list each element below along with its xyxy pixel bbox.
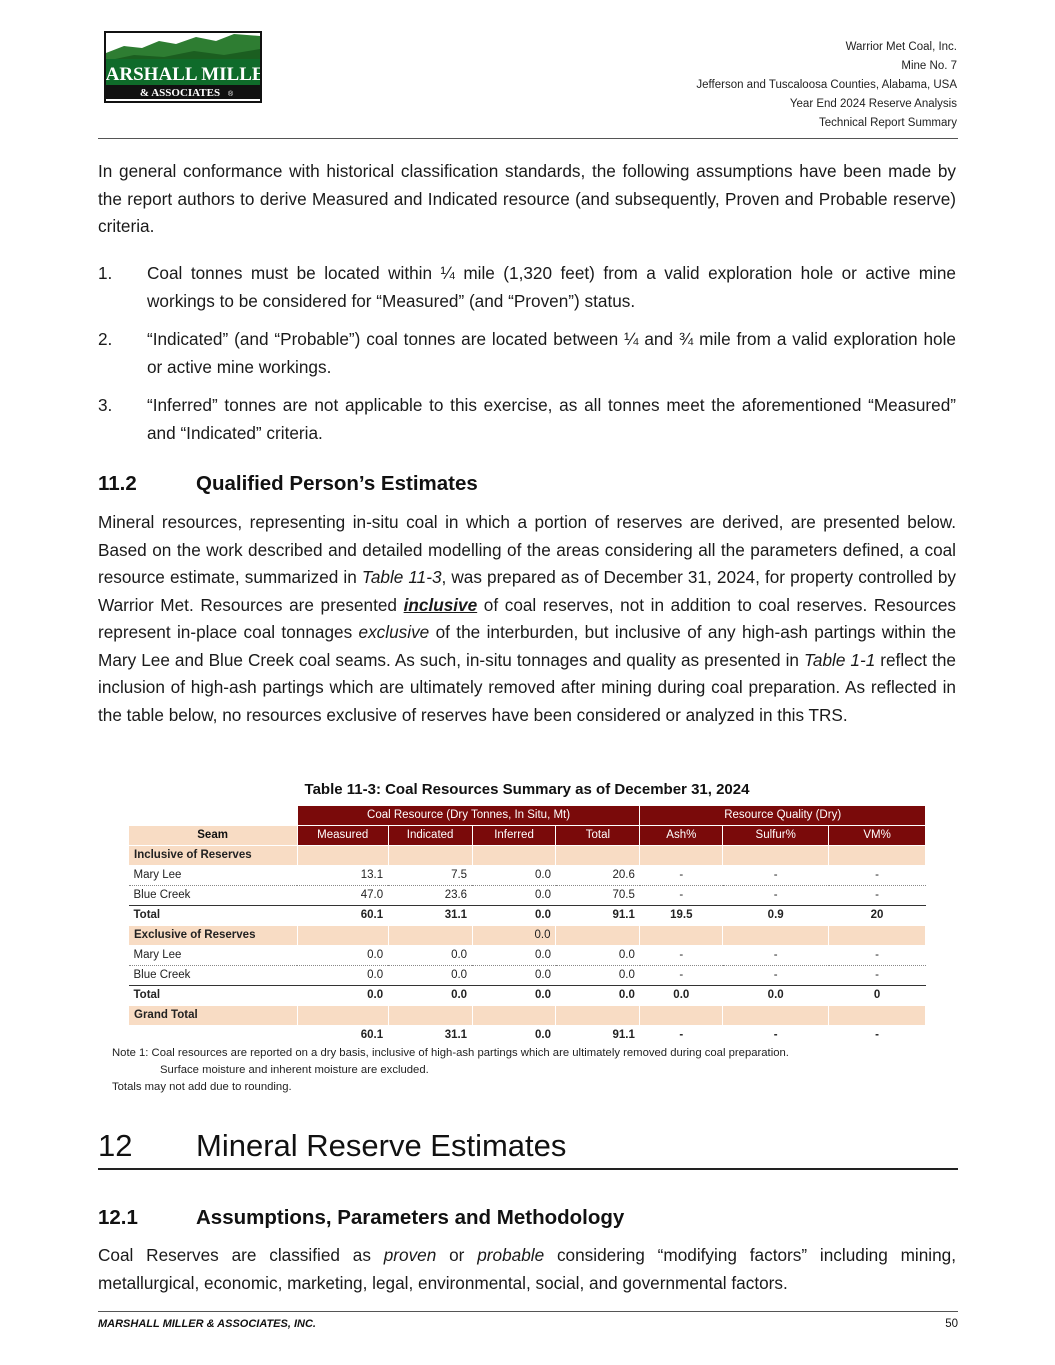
category-label: Grand Total <box>129 1006 298 1026</box>
column-header-ash: Ash% <box>640 826 723 846</box>
cell-ash: - <box>640 886 723 906</box>
total-row <box>129 906 926 926</box>
cell-sulfur: - <box>723 966 829 986</box>
report-header <box>696 38 957 133</box>
cell-ash: - <box>679 1029 684 1041</box>
text-run: , was prepared as of December 31, 2024, for property controlled by Warrior Met. Resources are presented <box>98 567 956 615</box>
column-header-vm: VM% <box>829 826 926 846</box>
table-note-1-cont: Surface moisture and inherent moisture are excluded. <box>160 1064 429 1076</box>
cell-inferred: 0.0 <box>472 986 556 1006</box>
cell-total: 20.6 <box>556 866 640 886</box>
cell-ash: - <box>640 866 723 886</box>
text-run: reflect the inclusion of high-ash partings which are ultimately removed after mining during coal preparation. As reflected in the table below, no resources exclusive of reserves have been considered or analyzed in this TRS. <box>98 649 956 725</box>
criteria-list <box>98 260 956 458</box>
cell-sulfur: 0.9 <box>723 906 829 926</box>
cell-total: 0.0 <box>556 966 640 986</box>
cell-seam: Total <box>129 906 298 926</box>
text-run: of the interburden, but inclusive of any high-ash partings within the Mary Lee and Blue Creek coal seams. As such, in-situ tonnages and quality as presented in <box>98 622 957 670</box>
group-header-resource: Coal Resource (Dry Tonnes, In Situ, Mt) <box>297 806 640 826</box>
column-header-seam: Seam <box>129 826 298 846</box>
cell-total: 0.0 <box>556 946 640 966</box>
criteria-text: “Indicated” (and “Probable”) coal tonnes are located between ¼ and ¾ mile from a valid exploration hole or active mine workings. <box>147 329 956 377</box>
emphasis-inclusive: inclusive <box>403 594 478 615</box>
cell-inferred: 0.0 <box>472 946 556 966</box>
group-header-quality: Resource Quality (Dry) <box>640 806 926 826</box>
table-row <box>129 866 926 886</box>
cell-vm: - <box>829 966 926 986</box>
cell-inferred: 0.0 <box>472 886 556 906</box>
header-report-type: Technical Report Summary <box>818 117 957 129</box>
intro-paragraph: In general conformance with historical classification standards, the following assumptions have been made by the report authors to derive Measured and Indicated resource (and subsequently, Proven and Probable reserve) criteria. <box>98 161 956 236</box>
header-analysis: Year End 2024 Reserve Analysis <box>789 98 957 110</box>
cell-measured: 0.0 <box>297 946 388 966</box>
cell-ash: 0.0 <box>640 986 723 1006</box>
cell-inferred: 0.0 <box>472 966 556 986</box>
header-mine: Mine No. 7 <box>901 60 957 72</box>
cell-inferred: 0.0 <box>534 1029 551 1041</box>
cell-vm: - <box>875 1029 879 1041</box>
table-row <box>129 886 926 906</box>
cell-measured: 60.1 <box>297 906 388 926</box>
reserves-paragraph <box>98 1242 956 1297</box>
table-row <box>129 946 926 966</box>
column-header-total: Total <box>556 826 640 846</box>
grand-total-row <box>129 1026 926 1046</box>
page-number: 50 <box>945 1318 958 1330</box>
text-run: Mineral resources, representing in-situ coal in which a portion of reserves are derived, are presented below. Based on the work described and detailed modelling of the areas considering all the parameters defined, a coal resource estimate, summarized in <box>98 512 956 587</box>
section-title: Mineral Reserve Estimates <box>196 1128 567 1163</box>
category-row-grand-total <box>129 1006 926 1026</box>
cell-measured: 0.0 <box>297 966 388 986</box>
text-run: Coal Reserves are classified as <box>98 1245 384 1265</box>
cell-seam: Total <box>129 986 298 1006</box>
cell-sulfur: - <box>723 946 829 966</box>
cell-total: 91.1 <box>612 1029 635 1041</box>
logo-line1: MARSHALL MILLER <box>87 64 279 85</box>
cell-ash: - <box>640 946 723 966</box>
section-12-1-heading <box>98 1206 624 1230</box>
column-header-indicated: Indicated <box>388 826 472 846</box>
cell-total: 0.0 <box>556 986 640 1006</box>
cell-indicated: 0.0 <box>388 986 472 1006</box>
section-number: 12.1 <box>98 1206 138 1229</box>
cell-measured: 13.1 <box>297 866 388 886</box>
marshall-miller-logo <box>87 31 279 103</box>
column-header-sulfur: Sulfur% <box>723 826 829 846</box>
cell-seam <box>129 1026 298 1046</box>
logo-registered: ® <box>228 91 234 98</box>
cell-indicated: 23.6 <box>388 886 472 906</box>
header-divider <box>98 138 958 139</box>
footer-divider <box>98 1311 958 1312</box>
table-reference: Table 11-3 <box>361 567 442 587</box>
table-row <box>129 966 926 986</box>
column-header-measured: Measured <box>297 826 388 846</box>
cell-indicated: 31.1 <box>444 1029 468 1041</box>
cell-vm: - <box>829 886 926 906</box>
criteria-item <box>98 392 956 447</box>
section-12-heading <box>98 1128 958 1170</box>
cell-inferred: 0.0 <box>472 866 556 886</box>
table-note-1: Note 1: Coal resources are reported on a dry basis, inclusive of high-ash partings which are ultimately removed during coal preparation. <box>112 1047 789 1059</box>
table-group-header-row <box>129 806 926 826</box>
section-number: 12 <box>98 1128 133 1163</box>
cell-inferred: 0.0 <box>472 926 556 946</box>
cell-vm: - <box>829 866 926 886</box>
cell-ash: 19.5 <box>640 906 723 926</box>
coal-resources-table <box>128 805 926 1045</box>
cell-seam: Mary Lee <box>129 946 298 966</box>
header-company: Warrior Met Coal, Inc. <box>845 41 957 53</box>
criteria-text: Coal tonnes must be located within ¼ mile (1,320 feet) from a valid exploration hole or active mine workings to be considered for “Measured” (and “Proven”) status. <box>147 263 956 311</box>
table-note-rounding: Totals may not add due to rounding. <box>112 1081 292 1093</box>
text-run: considering “modifying factors” including mining, metallurgical, economic, marketing, legal, environmental, social, and governmental factors. <box>98 1245 956 1293</box>
criteria-item <box>98 326 956 381</box>
cell-measured: 0.0 <box>297 986 388 1006</box>
logo-line2: & ASSOCIATES <box>139 87 221 99</box>
cell-inferred: 0.0 <box>472 906 556 926</box>
empty-cell <box>129 806 298 826</box>
criteria-item <box>98 260 956 315</box>
criteria-number: 1. <box>98 263 113 283</box>
cell-seam: Mary Lee <box>129 866 298 886</box>
emphasis-exclusive: exclusive <box>358 622 430 642</box>
section-title: Qualified Person’s Estimates <box>196 472 478 495</box>
category-row-inclusive <box>129 846 926 866</box>
emphasis-proven: proven <box>383 1245 437 1265</box>
cell-total: 91.1 <box>556 906 640 926</box>
section-number: 11.2 <box>98 472 137 495</box>
column-header-inferred: Inferred <box>472 826 556 846</box>
table-reference: Table 1-1 <box>803 649 876 670</box>
cell-seam: Blue Creek <box>129 966 298 986</box>
category-label: Exclusive of Reserves <box>129 926 298 946</box>
category-row-exclusive <box>129 926 926 946</box>
cell-indicated: 0.0 <box>388 946 472 966</box>
cell-vm: - <box>829 946 926 966</box>
cell-vm: 0 <box>829 986 926 1006</box>
criteria-number: 2. <box>98 329 113 349</box>
text-run: of coal reserves, not in addition to coal reserves. Resources represent in-place coal tonnages <box>98 594 956 642</box>
cell-indicated: 0.0 <box>388 966 472 986</box>
text-run: or <box>436 1245 478 1265</box>
section-11-2-heading <box>98 472 478 496</box>
cell-measured: 60.1 <box>360 1029 384 1041</box>
emphasis-probable: probable <box>477 1245 545 1265</box>
cell-indicated: 31.1 <box>388 906 472 926</box>
resources-paragraph <box>98 509 956 729</box>
table-caption: Table 11-3: Coal Resources Summary as of December 31, 2024 <box>304 781 750 798</box>
header-location: Jefferson and Tuscaloosa Counties, Alabama, USA <box>696 79 957 91</box>
section-title: Assumptions, Parameters and Methodology <box>196 1206 625 1229</box>
cell-sulfur: - <box>773 1029 778 1041</box>
cell-indicated: 7.5 <box>388 866 472 886</box>
cell-sulfur: - <box>723 886 829 906</box>
cell-vm: 20 <box>829 906 926 926</box>
table-column-header-row <box>129 826 926 846</box>
footer-company: MARSHALL MILLER & ASSOCIATES, INC. <box>98 1318 316 1330</box>
cell-seam: Blue Creek <box>129 886 298 906</box>
cell-sulfur: - <box>723 866 829 886</box>
cell-total: 70.5 <box>556 886 640 906</box>
criteria-text: “Inferred” tonnes are not applicable to this exercise, as all tonnes meet the aforementioned “Measured” and “Indicated” criteria. <box>147 395 956 443</box>
cell-measured: 47.0 <box>297 886 388 906</box>
cell-ash: - <box>640 966 723 986</box>
cell-sulfur: 0.0 <box>723 986 829 1006</box>
total-row <box>129 986 926 1006</box>
criteria-number: 3. <box>98 395 113 415</box>
category-label: Inclusive of Reserves <box>129 846 298 866</box>
